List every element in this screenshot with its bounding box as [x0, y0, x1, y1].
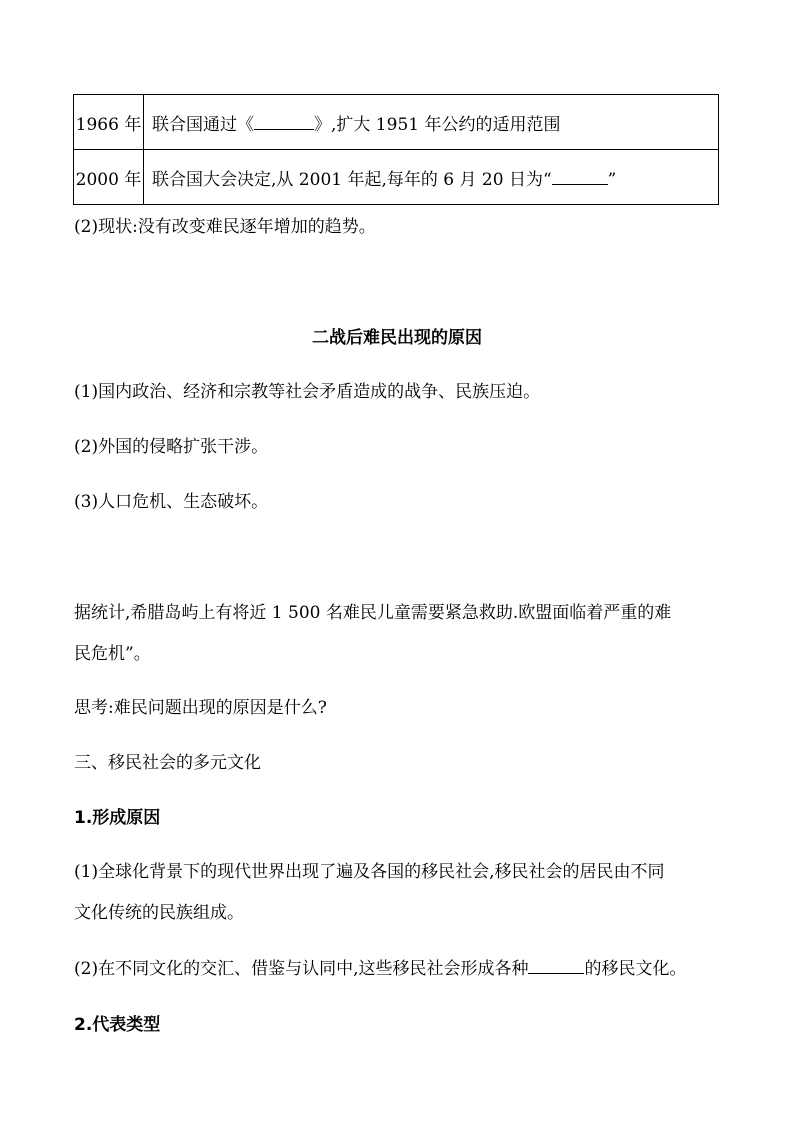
table-row: [74, 150, 719, 205]
table-row: [74, 95, 719, 150]
paragraph-line: (1)全球化背景下的现代世界出现了遍及各国的移民社会,移民社会的居民由不同: [74, 862, 665, 882]
section-heading: 二战后难民出现的原因: [312, 328, 482, 348]
subsection-heading: 2.代表类型: [74, 1015, 161, 1035]
event-text: 》,扩大 1951 年公约的适用范围: [314, 114, 561, 135]
year-cell: 1966 年: [74, 95, 144, 150]
paragraph-line: 文化传统的民族组成。: [74, 903, 244, 923]
event-text: 联合国大会决定,从 2001 年起,每年的 6 月 20 日为“: [152, 169, 552, 190]
event-text: 联合国通过《: [152, 114, 254, 135]
section-title: 三、移民社会的多元文化: [74, 753, 261, 773]
cause-item: (2)外国的侵略扩张干涉。: [74, 437, 269, 457]
event-cell: [144, 150, 719, 205]
event-text: ”: [607, 169, 617, 190]
cause-item: (1)国内政治、经济和宗教等社会矛盾造成的战争、民族压迫。: [74, 382, 541, 402]
fill-blank[interactable]: [254, 115, 314, 130]
material-paragraph-line: 民危机”。: [74, 644, 151, 664]
status-paragraph: (2)现状:没有改变难民逐年增加的趋势。: [74, 217, 376, 237]
year-cell: 2000 年: [74, 150, 144, 205]
fill-blank[interactable]: [552, 170, 608, 185]
paragraph-line: [74, 957, 686, 981]
question-prompt: 思考:难民问题出现的原因是什么?: [74, 698, 327, 718]
cause-item: (3)人口危机、生态破坏。: [74, 492, 269, 512]
material-paragraph-line: 据统计,希腊岛屿上有将近 1 500 名难民儿童需要紧急救助.欧盟面临着严重的难: [74, 603, 672, 623]
events-table: [73, 94, 719, 205]
event-cell: [144, 95, 719, 150]
paragraph-text: 的移民文化。: [584, 959, 687, 979]
subsection-heading: 1.形成原因: [74, 808, 161, 828]
paragraph-text: (2)在不同文化的交汇、借鉴与认同中,这些移民社会形成各种: [74, 959, 529, 979]
fill-blank[interactable]: [528, 959, 584, 974]
